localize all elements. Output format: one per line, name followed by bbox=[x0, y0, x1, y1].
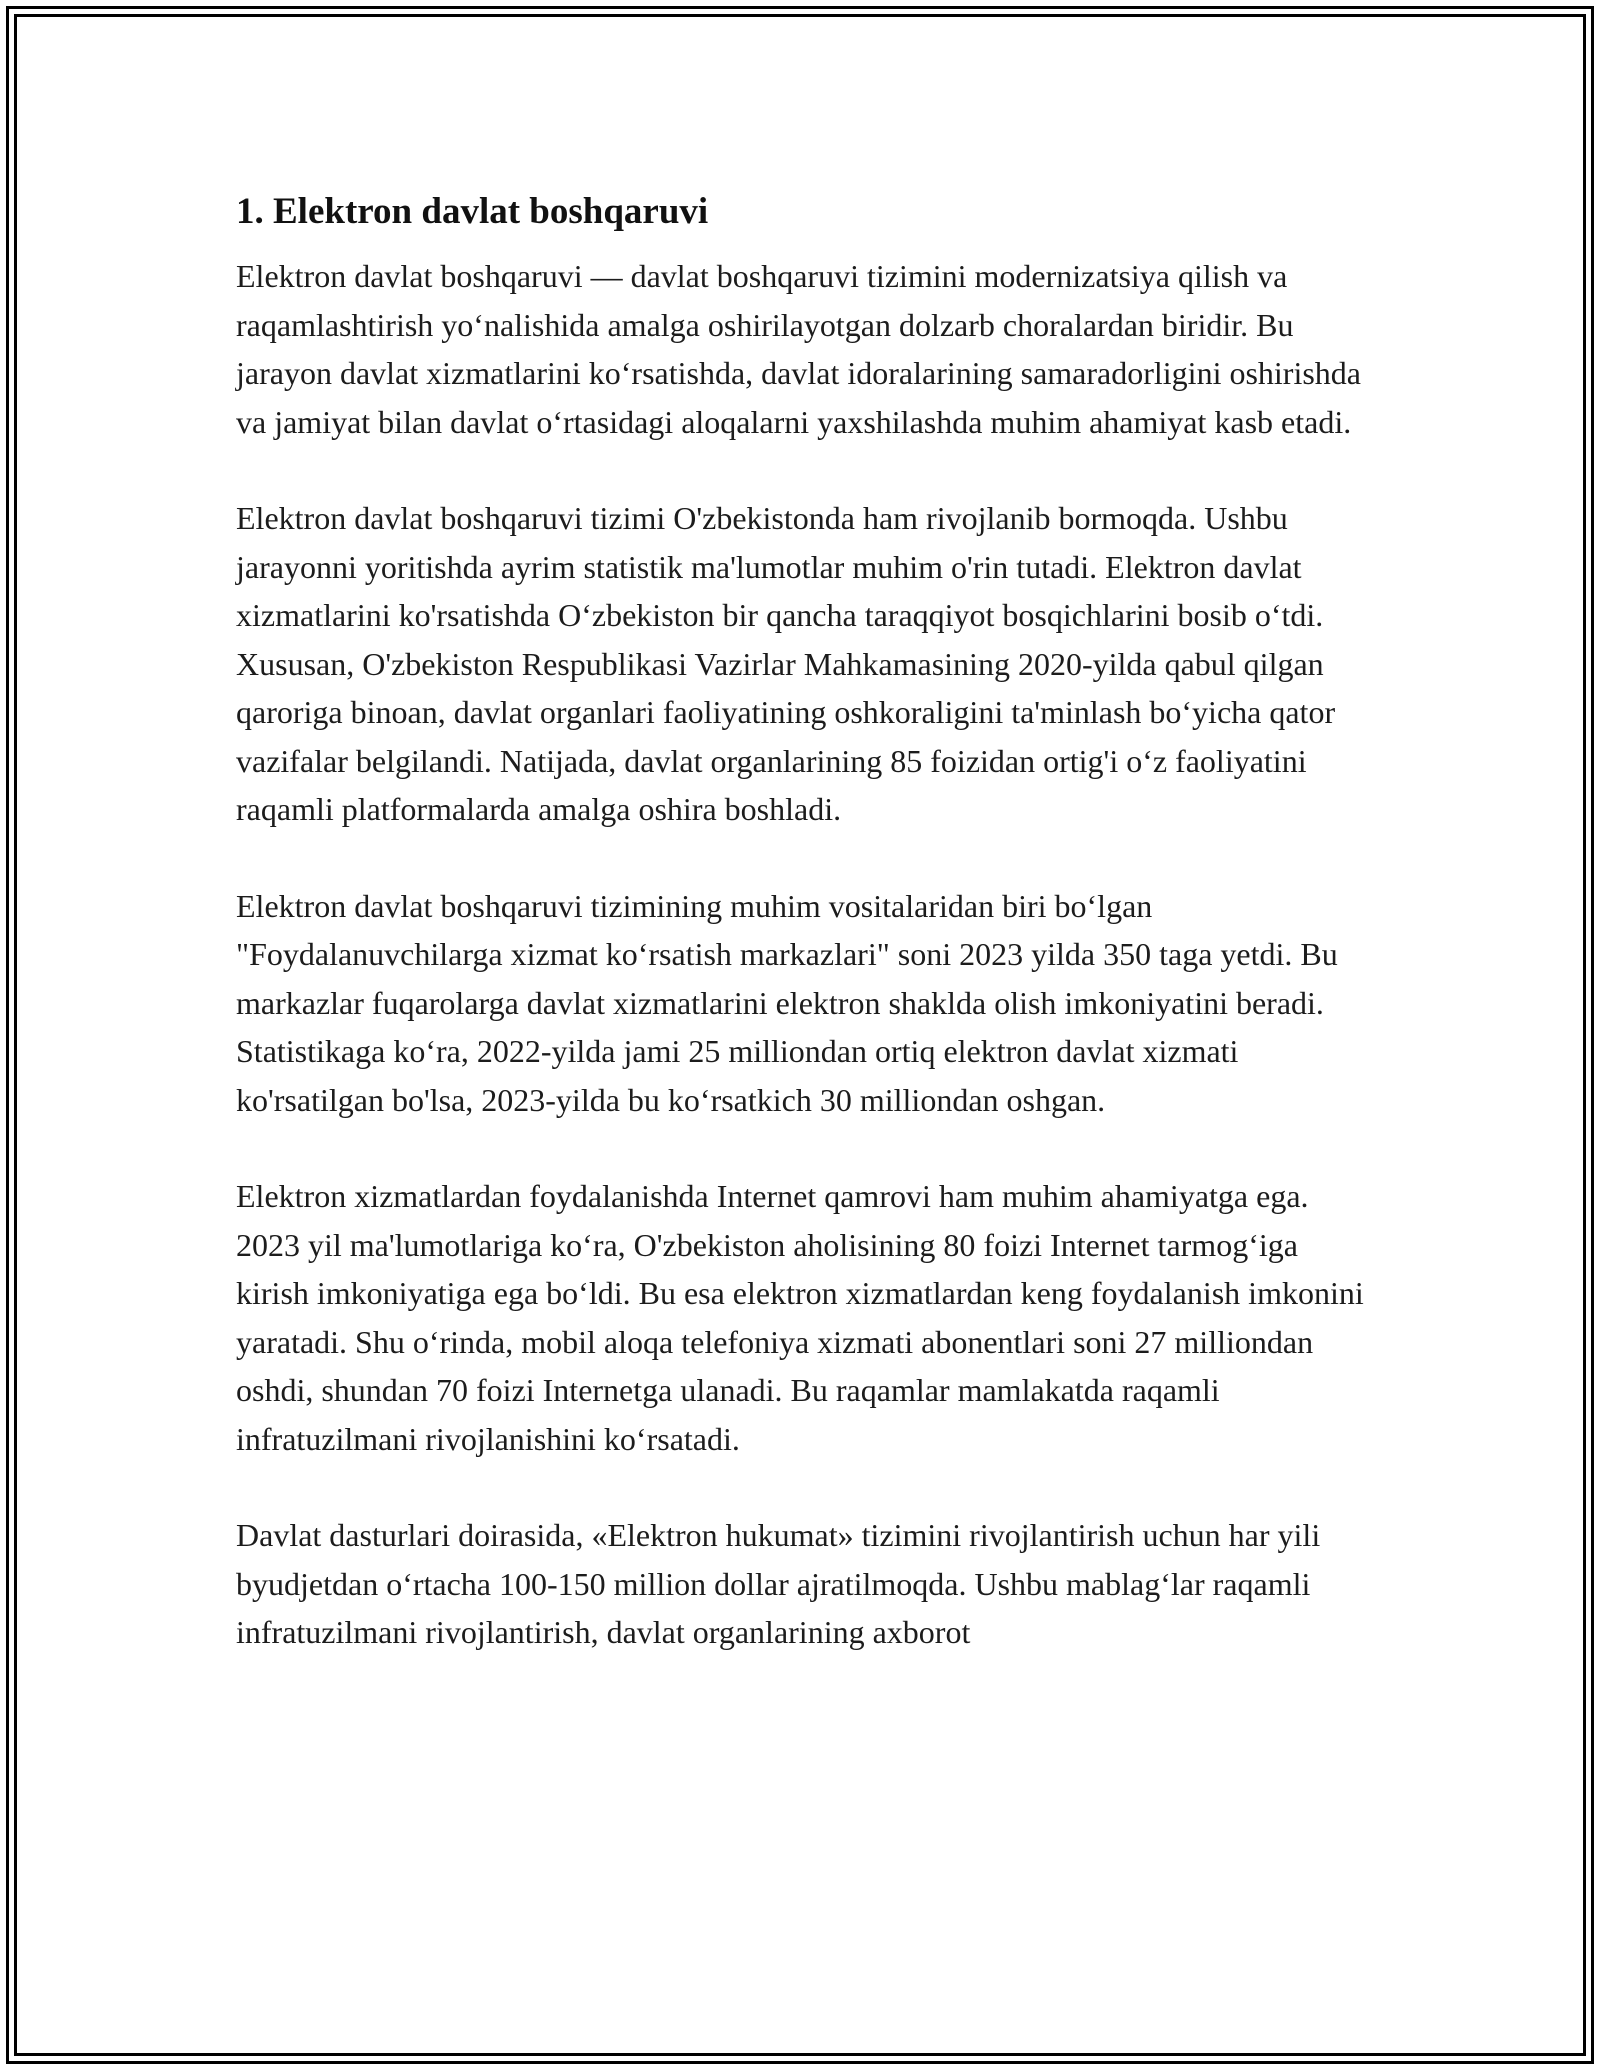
paragraph-uzbekistan-development: Elektron davlat boshqaruvi tizimi O'zbekistonda ham rivojlanib bormoqda. Ushbu jarayonni yoritishda ayrim statistik ma'lumotlar muhim o'rin tutadi. Elektron davlat xizmatlarini ko'rsatishda O‘zbekiston bir qancha taraqqiyot bosqichlarini bosib o‘tdi. Xususan, O'zbekiston Respublikasi Vazirlar Mahkamasining 2020-yilda qabul qilgan qaroriga binoan, davlat organlari faoliyatining oshkoraligini ta'minlash bo‘yicha qator vazifalar belgilandi. Natijada, davlat organlarining 85 foizidan ortig'i o‘z faoliyatini raqamli platformalarda amalga oshira boshladi. bbox=[236, 500, 1336, 827]
paragraph-internet-coverage: Elektron xizmatlardan foydalanishda Internet qamrovi ham muhim ahamiyatga ega. 2023 yil ma'lumotlariga ko‘ra, O'zbekiston aholisining 80 foizi Internet tarmog‘iga kirish imkoniyatiga ega bo‘ldi. Bu esa elektron xizmatlardan keng foydalanish imkonini yaratadi. Shu o‘rinda, mobil aloqa telefoniya xizmati abonentlari soni 27 milliondan oshdi, shundan 70 foizi Internetga ulanadi. Bu raqamlar mamlakatda raqamli infratuzilmani rivojlanishini ko‘rsatadi. bbox=[236, 1178, 1364, 1457]
paragraph-service-centers: Elektron davlat boshqaruvi tizimining muhim vositalaridan biri bo‘lgan "Foydalanuvchilarga xizmat ko‘rsatish markazlari" soni 2023 yilda 350 taga yetdi. Bu markazlar fuqarolarga davlat xizmatlarini elektron shaklda olish imkoniyatini beradi. Statistikaga ko‘ra, 2022-yilda jami 25 milliondan ortiq elektron davlat xizmati ko'rsatilgan bo'lsa, 2023-yilda bu ko‘rsatkich 30 milliondan oshgan. bbox=[236, 887, 1338, 1118]
document-body bbox=[236, 188, 1376, 1705]
section-heading: 1. Elektron davlat boshqaruvi bbox=[236, 191, 709, 232]
paragraph-state-programs: Davlat dasturlari doirasida, «Elektron hukumat» tizimini rivojlantirish uchun har yili byudjetdan o‘rtacha 100-150 million dollar ajratilmoqda. Ushbu mablag‘lar raqamli infratuzilmani rivojlantirish, davlat organlarining axborot bbox=[236, 1517, 1321, 1650]
paragraph-intro: Elektron davlat boshqaruvi — davlat boshqaruvi tizimini modernizatsiya qilish va raqamlashtirish yo‘nalishida amalga oshirilayotgan dolzarb choralardan biridir. Bu jarayon davlat xizmatlarini ko‘rsatishda, davlat idoralarining samaradorligini oshirishda va jamiyat bilan davlat o‘rtasidagi aloqalarni yaxshilashda muhim ahamiyat kasb etadi. bbox=[236, 258, 1361, 440]
